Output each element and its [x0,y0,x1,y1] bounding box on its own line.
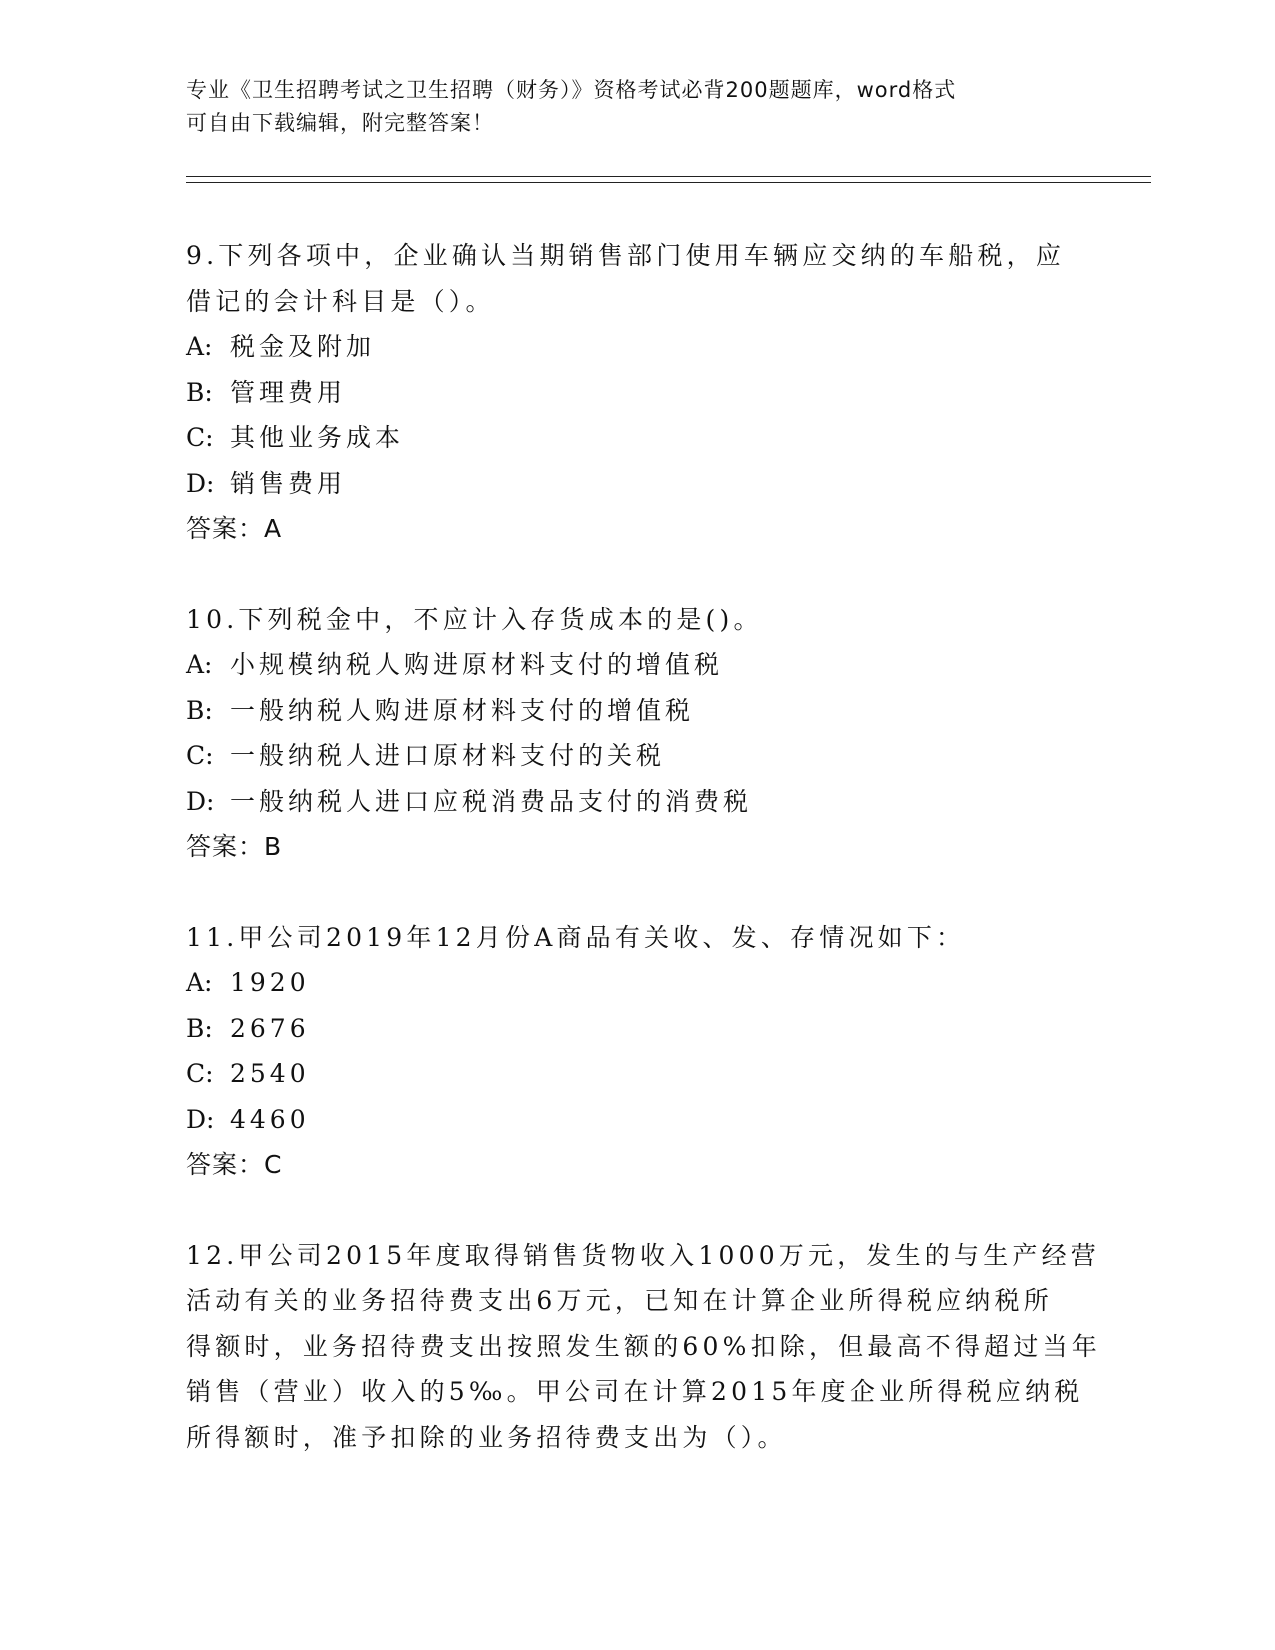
option-letter: C: [186,423,214,452]
question-10 [186,597,1086,870]
question-stem [186,233,1086,324]
option-c [186,733,1086,779]
option-text: 2676 [230,1013,310,1043]
option-text: 4460 [230,1104,310,1134]
option-letter: B: [186,377,213,407]
option-text: 一般纳税人购进原材料支付的增值税 [230,695,695,725]
header-divider-bottom [186,182,1151,183]
stem-line: 借记的会计科目是（）。 [186,286,495,316]
stem-line: 得额时，业务招待费支出按照发生额的60%扣除，但最高不得超过当年 [186,1331,1101,1361]
option-letter: B: [186,1013,213,1043]
option-d [186,461,1086,507]
option-letter: A: [186,650,213,679]
option-b [186,370,1086,416]
option-text: 一般纳税人进口应税消费品支付的消费税 [230,786,753,816]
answer-label: 答案：B [186,832,283,861]
answer-label: 答案：C [186,1150,283,1179]
option-letter: D: [186,786,215,816]
answer-label: 答案：A [186,514,283,543]
option-b [186,1006,1086,1052]
option-a [186,642,1086,688]
option-letter: D: [186,468,215,498]
question-12 [186,1233,1101,1461]
question-11 [186,915,1086,1188]
question-list [186,233,1101,1505]
option-text: 小规模纳税人购进原材料支付的增值税 [230,650,724,679]
option-b [186,688,1086,734]
option-d [186,779,1086,825]
question-stem [186,597,1086,643]
option-c [186,1051,1086,1097]
document-header [186,74,1066,140]
question-stem [186,915,1086,961]
option-text: 一般纳税人进口原材料支付的关税 [230,741,666,770]
option-text: 管理费用 [230,377,347,407]
stem-line: 11.甲公司2019年12月份A商品有关收、发、存情况如下： [186,922,966,952]
stem-line: 活动有关的业务招待费支出6万元，已知在计算企业所得税应纳税所 [186,1286,1053,1315]
option-text: 销售费用 [230,468,347,498]
option-letter: B: [186,695,213,725]
option-a [186,960,1086,1006]
option-a [186,324,1086,370]
stem-line: 10.下列税金中，不应计入存货成本的是()。 [186,604,763,634]
stem-line: 9.下列各项中，企业确认当期销售部门使用车辆应交纳的车船税，应 [186,241,1066,270]
stem-line: 12.甲公司2015年度取得销售货物收入1000万元，发生的与生产经营 [186,1240,1101,1270]
option-c [186,415,1086,461]
question-stem [186,1233,1101,1461]
option-d [186,1097,1086,1143]
header-divider-top [186,176,1151,177]
option-letter: D: [186,1104,215,1134]
option-text: 1920 [230,968,310,997]
option-text: 2540 [230,1059,310,1088]
question-9 [186,233,1086,552]
header-line-1: 专业《卫生招聘考试之卫生招聘（财务）》资格考试必背200题题库，word格式 [186,78,957,102]
option-letter: C: [186,741,214,770]
stem-line: 所得额时，准予扣除的业务招待费支出为（）。 [186,1422,787,1452]
option-letter: C: [186,1059,214,1088]
option-letter: A: [186,968,213,997]
stem-line: 销售（营业）收入的5‰。甲公司在计算2015年度企业所得税应纳税 [186,1377,1084,1406]
option-text: 其他业务成本 [230,423,405,452]
option-letter: A: [186,332,213,361]
option-text: 税金及附加 [230,332,376,361]
header-line-2: 可自由下载编辑，附完整答案！ [186,111,494,135]
